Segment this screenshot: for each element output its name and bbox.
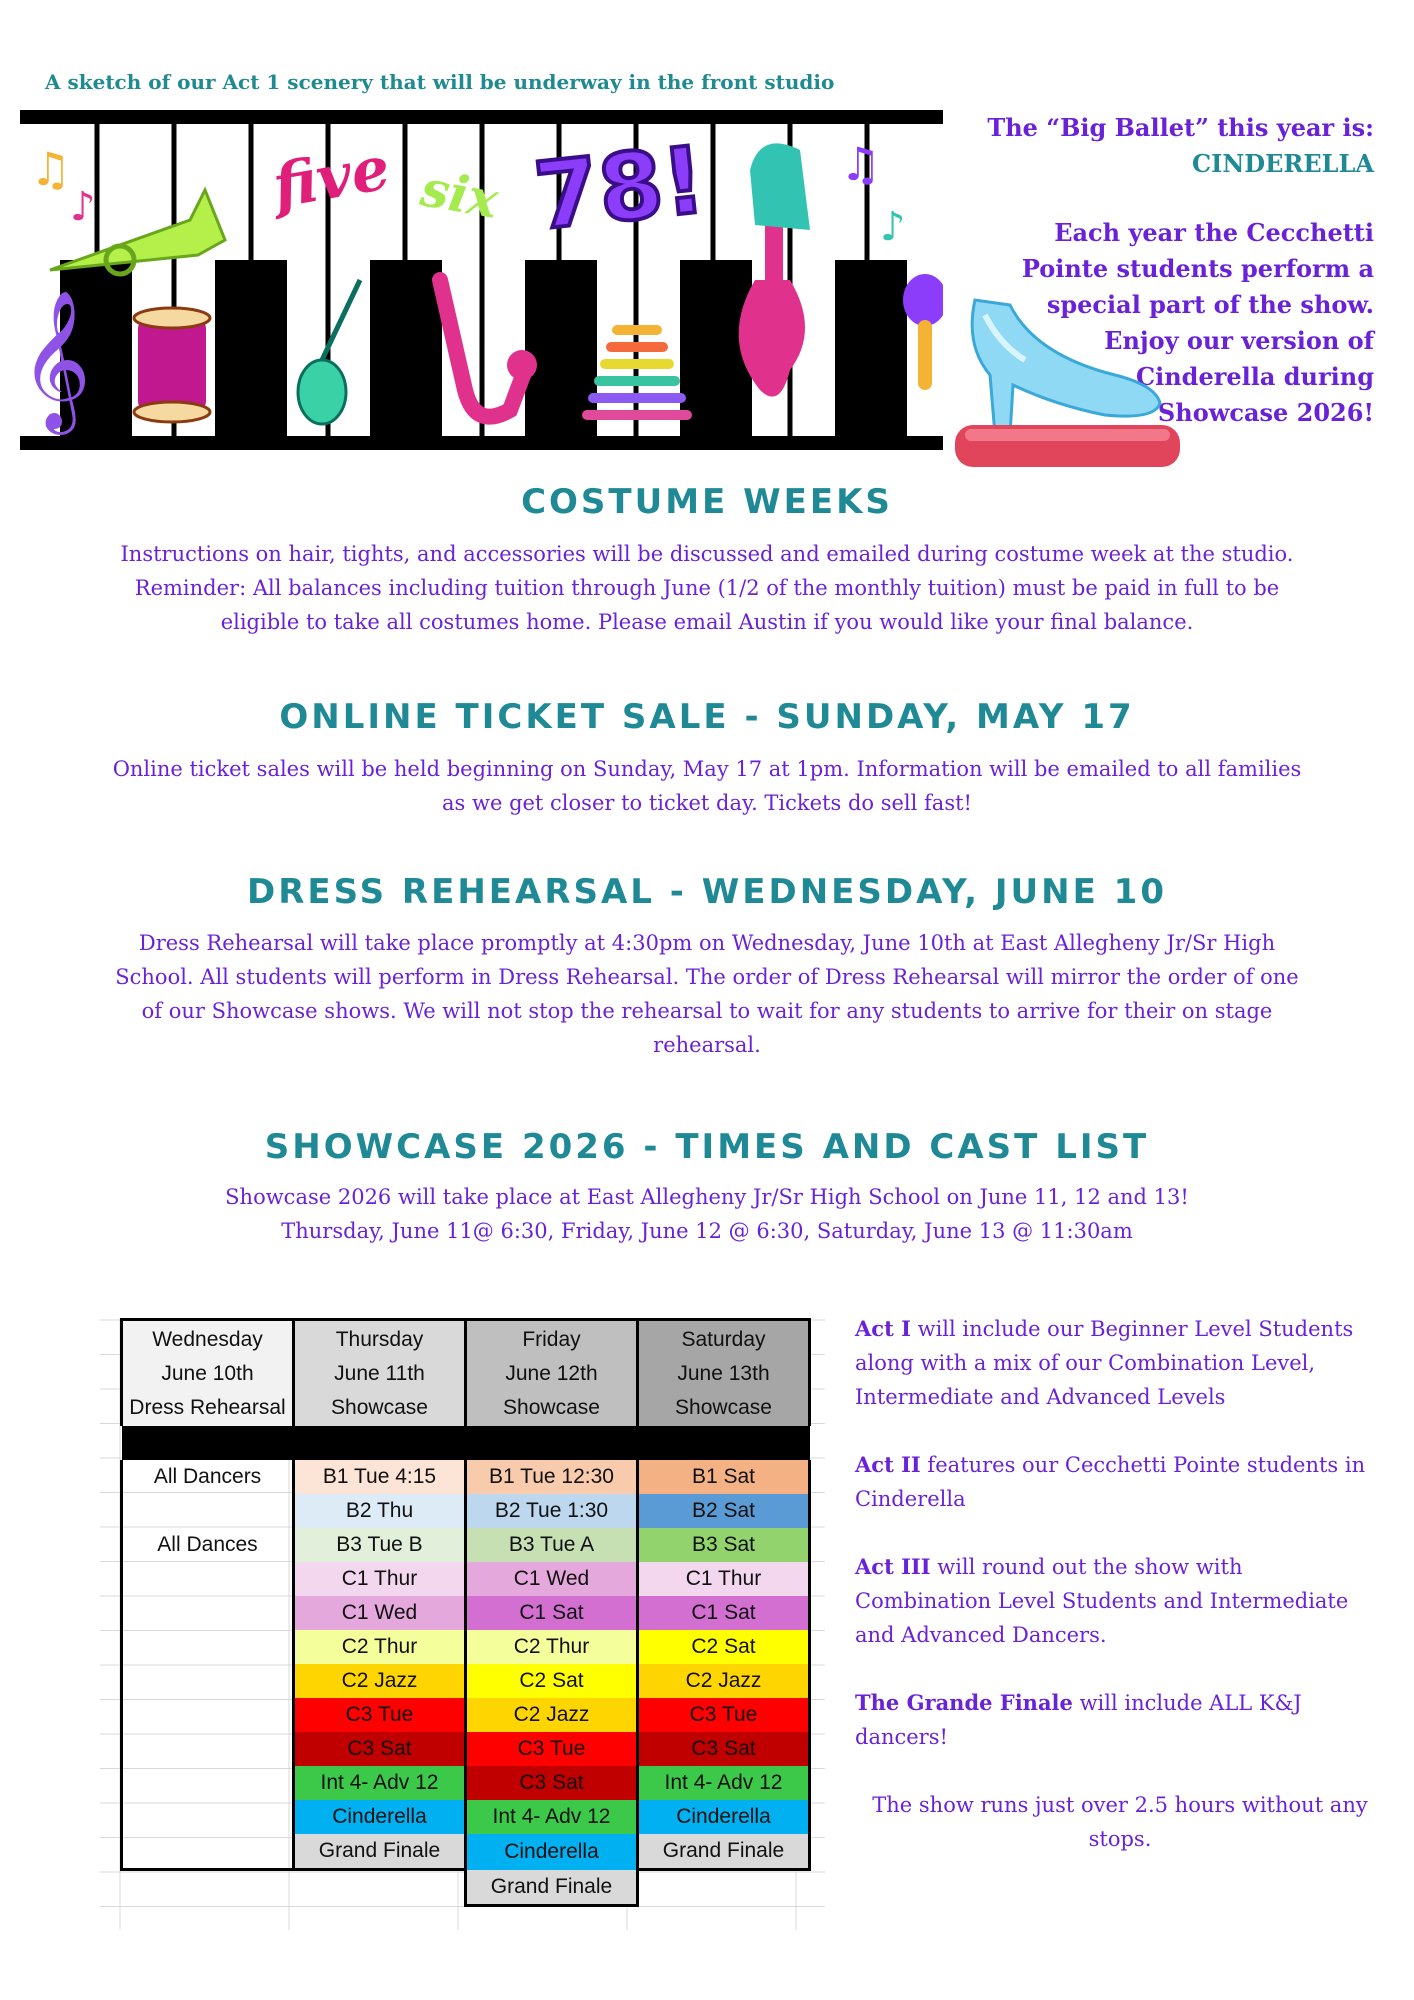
thursday-cell: B3 Tue B: [294, 1528, 466, 1562]
wednesday-cell: All Dances: [122, 1528, 294, 1562]
para-line: School. All students will perform in Dress Rehearsal. The order of Dress Rehearsal will mirror the order of one: [115, 965, 1299, 989]
header-separator: [122, 1426, 294, 1460]
saturday-cell: C1 Thur: [638, 1562, 810, 1596]
friday-cell: B2 Tue 1:30: [466, 1494, 638, 1528]
header-line: June 10th: [161, 1361, 254, 1385]
costume-weeks-text: [40, 537, 1374, 639]
finale-label: The Grande Finale: [855, 1690, 1073, 1715]
header-separator: [294, 1426, 466, 1460]
table-row: [122, 1870, 810, 1906]
header-separator: [466, 1426, 638, 1460]
saturday-cell: B3 Sat: [638, 1528, 810, 1562]
acts-notes: [855, 1312, 1385, 1890]
thursday-cell: Grand Finale: [294, 1834, 466, 1870]
svg-text:♫: ♫: [840, 137, 882, 191]
ticket-sale-heading: ONLINE TICKET SALE - SUNDAY, MAY 17: [279, 697, 1135, 737]
saturday-cell: B1 Sat: [638, 1460, 810, 1494]
thursday-cell: C1 Thur: [294, 1562, 466, 1596]
friday-cell: Cinderella: [466, 1834, 638, 1870]
header-line: Showcase: [331, 1395, 428, 1419]
schedule-table: [120, 1318, 811, 1907]
header-line: Showcase: [675, 1395, 772, 1419]
six-word: six: [416, 158, 503, 230]
header-line: Friday: [522, 1327, 581, 1351]
big-ballet-block: [954, 110, 1374, 182]
para-line: Online ticket sales will be held beginning on Sunday, May 17 at 1pm. Information will be emailed to all families: [112, 757, 1302, 781]
act3-text: will round out the show with Combination Level Students and Intermediate and Advanced Dancers.: [855, 1555, 1349, 1647]
thursday-cell: Cinderella: [294, 1800, 466, 1834]
wednesday-cell: [122, 1698, 294, 1732]
table-row: [122, 1630, 810, 1664]
thursday-cell: C2 Thur: [294, 1630, 466, 1664]
table-row: [122, 1834, 810, 1870]
thursday-cell: C3 Sat: [294, 1732, 466, 1766]
friday-cell: C2 Jazz: [466, 1698, 638, 1732]
big-ballet-title: CINDERELLA: [1192, 149, 1374, 178]
finale-text: will include ALL K&J dancers!: [855, 1691, 1302, 1749]
schedule-header-thursday: [294, 1320, 466, 1427]
wednesday-cell: [122, 1664, 294, 1698]
saturday-cell: [638, 1870, 810, 1906]
glass-slipper-icon: [955, 285, 1180, 470]
big-ballet-line: special part of the show.: [1046, 290, 1374, 319]
saturday-cell: C2 Sat: [638, 1630, 810, 1664]
wednesday-cell: [122, 1766, 294, 1800]
dress-rehearsal-heading: DRESS REHEARSAL - WEDNESDAY, JUNE 10: [247, 872, 1167, 912]
scenery-sketch-banner: [20, 110, 943, 450]
act2-note: [855, 1448, 1385, 1516]
header-line: Wednesday: [152, 1327, 263, 1351]
treble-clef-icon: 𝄞: [20, 290, 91, 429]
saturday-cell: Grand Finale: [638, 1834, 810, 1870]
showcase-text: [40, 1180, 1374, 1248]
act1-note: [855, 1312, 1385, 1414]
svg-text:♪: ♪: [70, 184, 96, 230]
act2-label: Act II: [855, 1452, 921, 1477]
wednesday-cell: [122, 1596, 294, 1630]
act2-text: features our Cecchetti Pointe students in Cinderella: [855, 1453, 1366, 1511]
thursday-cell: C3 Tue: [294, 1698, 466, 1732]
friday-cell: C1 Wed: [466, 1562, 638, 1596]
wednesday-cell: [122, 1494, 294, 1528]
friday-cell: C1 Sat: [466, 1596, 638, 1630]
seventy-eight-word: 78!: [529, 126, 710, 251]
act1-text: will include our Beginner Level Students along with a mix of our Combination Level, Intermediate and Advanced Levels: [855, 1317, 1354, 1409]
header-line: June 13th: [677, 1361, 770, 1385]
table-row: [122, 1596, 810, 1630]
friday-cell: C2 Thur: [466, 1630, 638, 1664]
finale-note: [855, 1686, 1385, 1754]
banner-top-bar: [20, 110, 943, 124]
big-ballet-heading: The “Big Ballet” this year is:: [987, 113, 1374, 142]
big-ballet-line: Showcase 2026!: [1157, 398, 1374, 427]
friday-cell: B1 Tue 12:30: [466, 1460, 638, 1494]
para-line: of our Showcase shows. We will not stop the rehearsal to wait for any students to arrive for their on stage: [141, 999, 1273, 1023]
friday-cell: C3 Tue: [466, 1732, 638, 1766]
para-line: Showcase 2026 will take place at East Allegheny Jr/Sr High School on June 11, 12 and 13!: [225, 1185, 1189, 1209]
thursday-cell: Int 4- Adv 12: [294, 1766, 466, 1800]
para-line: eligible to take all costumes home. Please email Austin if you would like your final balance.: [220, 610, 1194, 634]
showcase-heading: SHOWCASE 2026 - TIMES AND CAST LIST: [264, 1127, 1150, 1167]
banner-caption: A sketch of our Act 1 scenery that will be underway in the front studio: [45, 70, 835, 94]
wednesday-cell: [122, 1732, 294, 1766]
para-line: Reminder: All balances including tuition through June (1/2 of the monthly tuition) must be paid in full to be: [134, 576, 1280, 600]
schedule-header-friday: [466, 1320, 638, 1427]
header-line: Thursday: [335, 1327, 424, 1351]
friday-cell: C3 Sat: [466, 1766, 638, 1800]
header-line: June 11th: [334, 1361, 425, 1385]
saturday-cell: C3 Sat: [638, 1732, 810, 1766]
svg-text:♫: ♫: [30, 142, 72, 196]
header-line: Saturday: [681, 1327, 766, 1351]
runtime-note: The show runs just over 2.5 hours without any stops.: [872, 1793, 1368, 1851]
act3-note: [855, 1550, 1385, 1652]
big-ballet-line: Enjoy our version of: [1104, 326, 1374, 355]
big-ballet-line: Cinderella during: [1136, 362, 1374, 391]
wednesday-cell: [122, 1800, 294, 1834]
friday-cell: B3 Tue A: [466, 1528, 638, 1562]
table-row: [122, 1460, 810, 1494]
friday-cell: C2 Sat: [466, 1664, 638, 1698]
banner-bottom-bar: [20, 436, 943, 450]
para-line: as we get closer to ticket day. Tickets do sell fast!: [442, 791, 972, 815]
wednesday-cell: [122, 1630, 294, 1664]
table-row: [122, 1664, 810, 1698]
para-line: Instructions on hair, tights, and accessories will be discussed and emailed during costume week at the studio.: [120, 542, 1294, 566]
table-row: [122, 1732, 810, 1766]
saxophone-icon: [440, 280, 537, 417]
header-separator: [638, 1426, 810, 1460]
act3-label: Act III: [855, 1554, 931, 1579]
svg-text:♪: ♪: [880, 204, 906, 250]
wednesday-cell: [122, 1834, 294, 1870]
wednesday-cell: All Dancers: [122, 1460, 294, 1494]
table-row: [122, 1766, 810, 1800]
thursday-cell: B2 Thu: [294, 1494, 466, 1528]
para-line: Dress Rehearsal will take place promptly at 4:30pm on Wednesday, June 10th at East Allegheny Jr/Sr High: [138, 931, 1276, 955]
table-row: [122, 1800, 810, 1834]
ticket-sale-text: [40, 752, 1374, 820]
five-word: five: [267, 133, 395, 223]
table-row: [122, 1698, 810, 1732]
big-ballet-line: Each year the Cecchetti: [1054, 218, 1374, 247]
schedule-header-saturday: [638, 1320, 810, 1427]
maraca-icon: [903, 274, 943, 390]
table-row: [122, 1494, 810, 1528]
header-line: Dress Rehearsal: [129, 1395, 286, 1419]
wednesday-cell: [122, 1870, 294, 1906]
table-row: [122, 1562, 810, 1596]
schedule-header-wednesday: [122, 1320, 294, 1427]
table-row: [122, 1528, 810, 1562]
saturday-cell: Int 4- Adv 12: [638, 1766, 810, 1800]
para-line: Thursday, June 11@ 6:30, Friday, June 12 @ 6:30, Saturday, June 13 @ 11:30am: [281, 1219, 1133, 1243]
para-line: rehearsal.: [653, 1033, 761, 1057]
friday-cell: Grand Finale: [466, 1870, 638, 1906]
thursday-cell: [294, 1870, 466, 1906]
wednesday-cell: [122, 1562, 294, 1596]
friday-cell: Int 4- Adv 12: [466, 1800, 638, 1834]
thursday-cell: C1 Wed: [294, 1596, 466, 1630]
thursday-cell: C2 Jazz: [294, 1664, 466, 1698]
saturday-cell: C3 Tue: [638, 1698, 810, 1732]
saturday-cell: C1 Sat: [638, 1596, 810, 1630]
header-line: June 12th: [505, 1361, 598, 1385]
header-line: Showcase: [503, 1395, 600, 1419]
saturday-cell: C2 Jazz: [638, 1664, 810, 1698]
saturday-cell: Cinderella: [638, 1800, 810, 1834]
saturday-cell: B2 Sat: [638, 1494, 810, 1528]
drum-icon: [134, 308, 210, 422]
thursday-cell: B1 Tue 4:15: [294, 1460, 466, 1494]
act1-label: Act I: [855, 1316, 911, 1341]
dress-rehearsal-text: [40, 926, 1374, 1062]
costume-weeks-heading: COSTUME WEEKS: [521, 482, 893, 522]
big-ballet-line: Pointe students perform a: [1021, 254, 1374, 283]
